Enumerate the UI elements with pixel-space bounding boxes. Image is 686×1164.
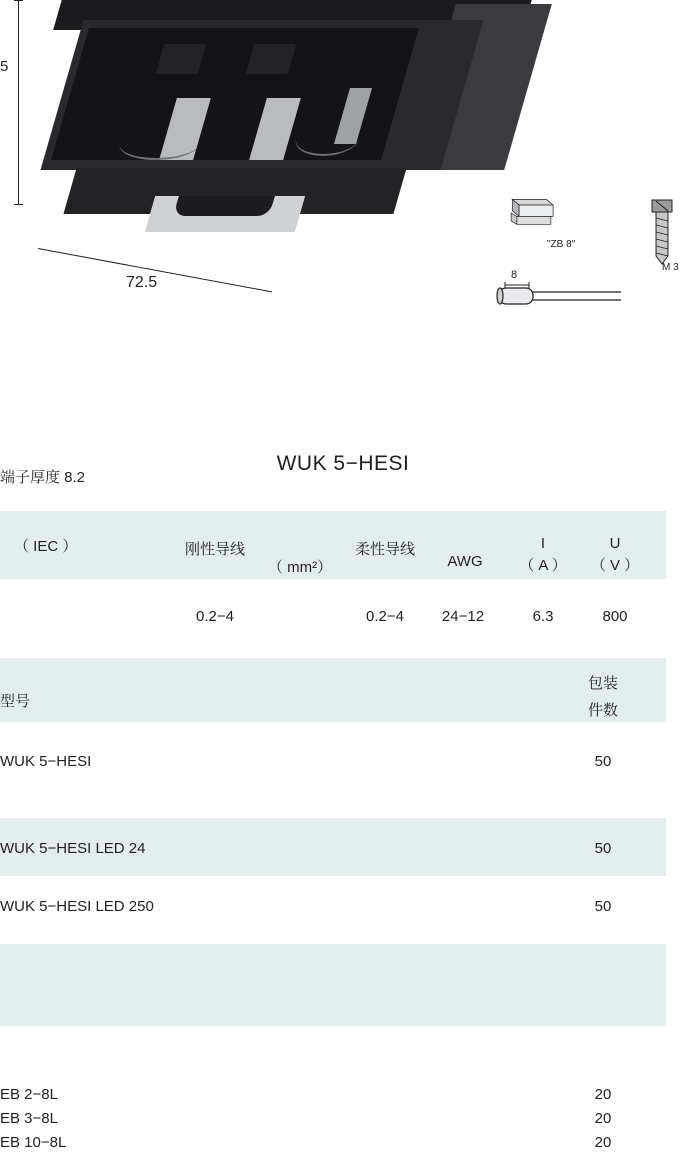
accessory-row-name-2: EB 3−8L bbox=[0, 1110, 58, 1127]
model-table-header-package-line1: 包装 bbox=[587, 675, 618, 692]
model-row-qty-2: 50 bbox=[594, 840, 612, 857]
ferrule-length-label: 8 bbox=[511, 269, 518, 281]
accessory-row-name-3: EB 10−8L bbox=[0, 1134, 67, 1151]
model-table-row-band-5 bbox=[0, 1026, 666, 1084]
accessory-row-name-1: EB 2−8L bbox=[0, 1086, 58, 1103]
model-row-name-1: WUK 5−HESI bbox=[0, 753, 92, 770]
model-table-row-band-4 bbox=[0, 944, 666, 1026]
list-item bbox=[0, 1084, 666, 1108]
height-dimension-label: 5 bbox=[0, 58, 9, 75]
model-table-row-band-1 bbox=[0, 722, 666, 780]
accessory-row-qty-1: 20 bbox=[594, 1086, 612, 1103]
model-row-name-2: WUK 5−HESI LED 24 bbox=[0, 840, 146, 857]
height-dimension-line bbox=[18, 0, 19, 205]
spec-header-rigid-wire: 刚性导线 bbox=[184, 541, 245, 558]
spec-header-voltage-unit: （ V ） bbox=[590, 557, 640, 574]
model-row-qty-1: 50 bbox=[594, 753, 612, 770]
spec-header-voltage-symbol: U bbox=[609, 535, 621, 552]
accessory-row-qty-2: 20 bbox=[594, 1110, 612, 1127]
width-dimension-label: 72.5 bbox=[126, 274, 158, 291]
terminal-rail-slot bbox=[173, 196, 275, 216]
spec-header-awg: AWG bbox=[447, 553, 483, 570]
model-table-header-model: 型号 bbox=[0, 693, 31, 710]
marker-block-label: "ZB 8" bbox=[547, 239, 576, 250]
screw-size-label: M 3 bbox=[662, 262, 679, 273]
terminal-thickness-note: 端子厚度 8.2 bbox=[0, 469, 86, 486]
model-row-name-3: WUK 5−HESI LED 250 bbox=[0, 898, 154, 915]
spec-header-iec: （ IEC ） bbox=[14, 538, 78, 555]
spec-value-flexible-wire: 0.2−4 bbox=[366, 608, 404, 625]
model-table-header-package-line2: 件数 bbox=[587, 702, 618, 719]
list-item bbox=[0, 1132, 666, 1156]
width-dimension bbox=[38, 248, 270, 294]
spec-header-current-symbol: I bbox=[540, 535, 546, 552]
product-technical-drawing bbox=[0, 0, 686, 430]
spec-header-unit-mm2: （ mm²） bbox=[267, 559, 333, 576]
height-dimension-tick-top bbox=[14, 0, 23, 1]
spec-value-awg: 24−12 bbox=[441, 608, 485, 625]
terminal-screw-left bbox=[156, 44, 207, 74]
list-item bbox=[0, 1108, 666, 1132]
terminal-screw-right bbox=[246, 44, 297, 74]
height-dimension-tick-bottom bbox=[14, 204, 23, 205]
ferrule-wire-icon bbox=[495, 280, 625, 320]
accessory-model-list bbox=[0, 1084, 666, 1156]
spec-value-voltage: 800 bbox=[602, 608, 628, 625]
model-row-qty-3: 50 bbox=[594, 898, 612, 915]
page-title: WUK 5−HESI bbox=[276, 452, 410, 475]
spec-value-current: 6.3 bbox=[532, 608, 554, 625]
spec-header-flexible-wire: 柔性导线 bbox=[354, 541, 415, 558]
accessory-row-qty-3: 20 bbox=[594, 1134, 612, 1151]
marker-block-icon bbox=[497, 196, 565, 230]
spec-header-current-unit: （ A ） bbox=[519, 557, 567, 574]
spec-value-rigid-wire: 0.2−4 bbox=[196, 608, 234, 625]
